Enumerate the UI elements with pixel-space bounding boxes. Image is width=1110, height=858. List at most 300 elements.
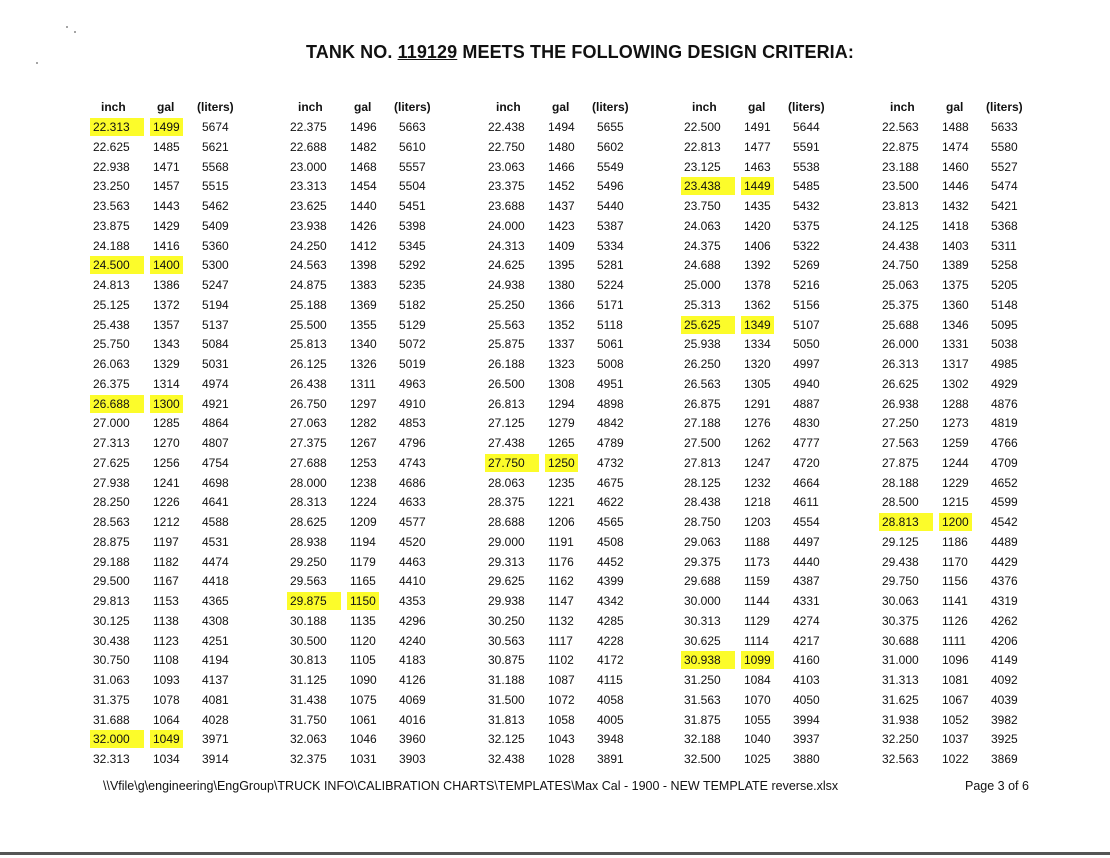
page-number: Page 3 of 6 [965,779,1029,793]
gal-value: 1452 [548,179,575,194]
liters-value: 5194 [202,297,229,312]
gal-value: 1150 [347,592,379,610]
table-row [93,316,293,334]
liters-value: 4410 [399,574,426,589]
gal-value: 1463 [744,159,771,174]
gal-value: 1173 [744,554,770,569]
inch-value: 31.125 [290,673,327,687]
gal-value: 1446 [942,179,969,194]
table-row [488,256,688,274]
inch-value: 23.750 [684,199,721,213]
title-suffix: MEETS THE FOLLOWING DESIGN CRITERIA: [462,42,854,62]
table-row [93,572,293,590]
inch-value: 29.250 [290,554,327,569]
liters-value: 4194 [202,653,229,668]
gal-value: 1343 [153,337,180,352]
inch-value: 29.938 [488,594,525,608]
liters-value: 5156 [793,297,820,312]
gal-value: 1423 [548,218,575,233]
gal-value: 1203 [744,515,771,529]
gal-value: 1372 [153,297,180,312]
liters-value: 4418 [202,574,229,589]
liters-value: 4622 [597,495,624,510]
liters-value: 4951 [597,376,624,391]
gal-value: 1087 [548,673,575,687]
inch-value: 26.563 [684,376,721,391]
inch-value: 23.313 [290,179,327,194]
liters-value: 4058 [597,692,624,707]
inch-value: 25.063 [882,278,919,292]
inch-value: 24.750 [882,258,919,273]
liters-value: 4709 [991,455,1018,470]
gal-value: 1123 [153,633,179,648]
liters-value: 4126 [399,673,426,687]
gal-value: 1256 [153,455,180,470]
inch-value: 26.688 [90,395,144,413]
inch-value: 26.500 [488,376,525,391]
table-row [488,711,688,729]
table-row [882,750,1082,768]
liters-value: 5462 [202,199,229,213]
table-row [488,118,688,136]
table-row [684,691,884,709]
table-row [488,138,688,156]
table-row [290,276,490,294]
liters-value: 4508 [597,534,624,549]
table-row [488,454,688,472]
table-row [93,612,293,630]
inch-value: 31.250 [684,673,721,687]
gal-value: 1334 [744,337,771,352]
liters-value: 5061 [597,337,624,352]
inch-value: 24.688 [684,258,721,273]
inch-value: 31.375 [93,692,130,707]
liters-value: 5031 [202,357,229,371]
inch-value: 30.063 [882,594,919,608]
gal-value: 1031 [350,752,377,766]
table-row [93,256,293,274]
inch-value: 25.125 [93,297,130,312]
table-row [93,197,293,215]
inch-value: 28.063 [488,475,525,490]
inch-value: 23.875 [93,218,130,233]
liters-value: 5182 [399,297,426,312]
table-row [882,553,1082,571]
table-row [488,197,688,215]
liters-value: 4633 [399,495,426,510]
table-row [882,474,1082,492]
liters-value: 3880 [793,752,820,766]
table-row [882,296,1082,314]
gal-value: 1395 [548,258,575,273]
liters-value: 5171 [597,297,624,312]
gal-value: 1406 [744,238,771,253]
inch-value: 27.625 [93,455,130,470]
liters-value: 4732 [597,455,624,470]
gal-value: 1215 [942,495,969,510]
inch-value: 29.688 [684,574,721,589]
liters-value: 4520 [399,534,426,549]
table-row [882,316,1082,334]
liters-value: 4251 [202,633,229,648]
gal-value: 1366 [548,297,575,312]
inch-value: 32.563 [882,752,919,766]
table-row [290,177,490,195]
inch-value: 27.500 [684,436,721,450]
table-row [684,493,884,511]
gal-value: 1460 [942,159,969,174]
inch-value: 29.875 [287,592,341,610]
table-row [684,395,884,413]
liters-value: 4429 [991,554,1018,569]
gal-value: 1070 [744,692,771,707]
inch-value: 27.313 [93,436,130,450]
liters-value: 4365 [202,594,229,608]
gal-value: 1229 [942,475,969,490]
inch-value: 25.250 [488,297,525,312]
gal-value: 1153 [153,594,179,608]
liters-value: 5311 [991,238,1017,253]
liters-value: 4262 [991,613,1018,628]
gal-value: 1488 [942,120,969,134]
gal-value: 1117 [548,633,573,648]
liters-value: 4807 [202,436,229,450]
table-row [290,632,490,650]
inch-value: 23.438 [681,177,735,195]
liters-value: 5072 [399,337,426,352]
inch-value: 27.938 [93,475,130,490]
liters-value: 3914 [202,752,229,766]
table-row [488,572,688,590]
inch-value: 23.375 [488,179,525,194]
gal-value: 1418 [942,218,969,233]
liters-value: 4985 [991,357,1018,371]
liters-value: 5610 [399,139,426,154]
gal-value: 1218 [744,495,771,510]
table-row [882,572,1082,590]
table-row [488,632,688,650]
inch-value: 28.625 [290,515,327,529]
table-row [684,750,884,768]
table-row [93,651,293,669]
inch-value: 28.938 [290,534,327,549]
liters-value: 4887 [793,396,820,411]
inch-value: 30.813 [290,653,327,668]
gal-value: 1108 [153,653,179,668]
table-row [290,414,490,432]
gal-value: 1398 [350,258,377,273]
table-row [488,395,688,413]
inch-value: 30.375 [882,613,919,628]
liters-value: 5440 [597,199,624,213]
liters-value: 5557 [399,159,426,174]
liters-value: 5527 [991,159,1018,174]
liters-value: 5216 [793,278,820,292]
liters-value: 4789 [597,436,624,450]
liters-value: 4274 [793,613,820,628]
gal-value: 1443 [153,199,180,213]
gal-value: 1188 [744,534,770,549]
gal-value: 1369 [350,297,377,312]
table-row [684,158,884,176]
gal-value: 1297 [350,396,377,411]
table-row [488,474,688,492]
liters-value: 5375 [793,218,820,233]
inch-value: 30.438 [93,633,130,648]
header-gal: gal [354,100,372,114]
table-row [290,296,490,314]
gal-value: 1267 [350,436,377,450]
table-row [290,651,490,669]
table-row [684,355,884,373]
liters-value: 5368 [991,218,1018,233]
inch-value: 25.875 [488,337,525,352]
inch-value: 24.375 [684,238,721,253]
table-row [684,316,884,334]
gal-value: 1346 [942,317,969,332]
inch-value: 29.750 [882,574,919,589]
liters-value: 4016 [399,712,426,727]
liters-value: 5050 [793,337,820,352]
table-row [290,612,490,630]
gal-value: 1360 [942,297,969,312]
inch-value: 22.500 [684,120,721,134]
liters-value: 3982 [991,712,1018,727]
table-row [488,533,688,551]
inch-value: 24.063 [684,218,721,233]
liters-value: 3937 [793,732,820,747]
gal-value: 1028 [548,752,575,766]
gal-value: 1182 [153,554,179,569]
gal-value: 1270 [153,436,180,450]
gal-value: 1200 [939,513,972,531]
liters-value: 4081 [202,692,229,707]
liters-value: 5474 [991,179,1018,194]
inch-value: 28.313 [290,495,327,510]
gal-value: 1049 [150,730,183,748]
gal-value: 1025 [744,752,771,766]
inch-value: 30.563 [488,633,525,648]
liters-value: 3960 [399,732,426,747]
table-row [684,454,884,472]
inch-value: 23.813 [882,199,919,213]
gal-value: 1090 [350,673,377,687]
liters-value: 5602 [597,139,624,154]
liters-value: 4577 [399,515,426,529]
gal-value: 1383 [350,278,377,292]
gal-value: 1466 [548,159,575,174]
inch-value: 26.750 [290,396,327,411]
liters-value: 5496 [597,179,624,194]
table-row [290,138,490,156]
table-row [290,217,490,235]
inch-value: 30.313 [684,613,721,628]
liters-value: 4777 [793,436,820,450]
inch-value: 22.563 [882,120,919,134]
table-row [882,375,1082,393]
table-row [882,414,1082,432]
inch-value: 24.125 [882,218,919,233]
gal-value: 1141 [942,594,968,608]
gal-value: 1403 [942,238,969,253]
header-liters: (liters) [986,100,1023,114]
inch-value: 28.375 [488,495,525,510]
inch-value: 27.875 [882,455,919,470]
inch-value: 26.625 [882,376,919,391]
gal-value: 1209 [350,515,377,529]
liters-value: 4452 [597,554,624,569]
liters-value: 4308 [202,613,229,628]
inch-value: 30.875 [488,653,525,668]
table-row [488,750,688,768]
inch-value: 27.250 [882,416,919,431]
liters-value: 4160 [793,653,820,668]
liters-value: 5432 [793,199,820,213]
table-row [488,651,688,669]
table-row [93,414,293,432]
inch-value: 22.813 [684,139,721,154]
gal-value: 1308 [548,376,575,391]
table-row [488,316,688,334]
gal-value: 1156 [942,574,968,589]
inch-value: 25.375 [882,297,919,312]
liters-value: 5621 [202,139,229,154]
inch-value: 27.375 [290,436,327,450]
gal-value: 1212 [153,515,180,529]
liters-value: 5674 [202,120,229,134]
inch-value: 22.313 [90,118,144,136]
liters-value: 3994 [793,712,820,727]
liters-value: 4743 [399,455,426,470]
inch-value: 29.000 [488,534,525,549]
inch-value: 26.438 [290,376,327,391]
gal-value: 1477 [744,139,771,154]
table-row [882,217,1082,235]
gal-value: 1093 [153,673,180,687]
gal-value: 1471 [153,159,180,174]
inch-value: 29.313 [488,554,525,569]
table-row [93,553,293,571]
inch-value: 24.625 [488,258,525,273]
gal-value: 1144 [744,594,770,608]
gal-value: 1022 [942,752,969,766]
inch-value: 31.625 [882,692,919,707]
gal-value: 1120 [350,633,376,648]
inch-value: 32.375 [290,752,327,766]
liters-value: 5451 [399,199,426,213]
inch-value: 30.750 [93,653,130,668]
liters-value: 4910 [399,396,426,411]
table-row [93,138,293,156]
liters-value: 4531 [202,534,229,549]
inch-value: 23.563 [93,199,130,213]
table-row [488,158,688,176]
gal-value: 1235 [548,475,575,490]
inch-value: 30.188 [290,613,327,628]
table-row [882,434,1082,452]
gal-value: 1111 [942,633,967,648]
header-gal: gal [946,100,964,114]
table-row [882,118,1082,136]
inch-value: 30.500 [290,633,327,648]
gal-value: 1412 [350,238,377,253]
liters-value: 3869 [991,752,1018,766]
inch-value: 28.188 [882,475,919,490]
table-row [684,553,884,571]
liters-value: 5224 [597,278,624,292]
liters-value: 4497 [793,534,820,549]
inch-value: 32.125 [488,732,525,747]
gal-value: 1311 [350,376,376,391]
table-row [882,276,1082,294]
table-row [684,651,884,669]
liters-value: 5292 [399,258,426,273]
inch-value: 31.938 [882,712,919,727]
liters-value: 4399 [597,574,624,589]
gal-value: 1162 [548,574,574,589]
gal-value: 1046 [350,732,377,747]
table-row [684,513,884,531]
inch-value: 31.063 [93,673,130,687]
inch-value: 31.563 [684,692,721,707]
gal-value: 1326 [350,357,377,371]
table-row [488,434,688,452]
table-row [684,296,884,314]
table-row [93,592,293,610]
inch-value: 22.625 [93,139,130,154]
inch-value: 29.063 [684,534,721,549]
liters-value: 5235 [399,278,426,292]
liters-value: 4963 [399,376,426,391]
liters-value: 5281 [597,258,624,273]
liters-value: 5322 [793,238,820,253]
gal-value: 1362 [744,297,771,312]
inch-value: 32.063 [290,732,327,747]
table-row [684,414,884,432]
gal-value: 1380 [548,278,575,292]
table-row [93,276,293,294]
gal-value: 1176 [548,554,574,569]
liters-value: 4069 [399,692,426,707]
liters-value: 4675 [597,475,624,490]
table-row [488,513,688,531]
gal-value: 1409 [548,238,575,253]
gal-value: 1400 [150,256,183,274]
scan-speck [36,62,38,64]
table-row [882,197,1082,215]
gal-value: 1147 [548,594,574,608]
file-path-footer: \\Vfile\g\engineering\EngGroup\TRUCK INFO\CALIBRATION CHARTS\TEMPLATES\Max Cal - 1900 - NEW TEMPLATE reverse.xlsx [103,779,839,793]
liters-value: 4092 [991,673,1018,687]
header-inch: inch [496,100,521,114]
gal-value: 1294 [548,396,575,411]
table-row [290,256,490,274]
inch-value: 26.250 [684,357,721,371]
table-row [488,493,688,511]
table-row [488,375,688,393]
gal-value: 1206 [548,515,575,529]
inch-value: 22.750 [488,139,525,154]
inch-value: 23.250 [93,179,130,194]
gal-value: 1186 [942,534,968,549]
inch-value: 29.625 [488,574,525,589]
liters-value: 5409 [202,218,229,233]
table-row [488,592,688,610]
inch-value: 29.500 [93,574,130,589]
inch-value: 30.125 [93,613,130,628]
gal-value: 1449 [741,177,774,195]
inch-value: 31.875 [684,712,721,727]
